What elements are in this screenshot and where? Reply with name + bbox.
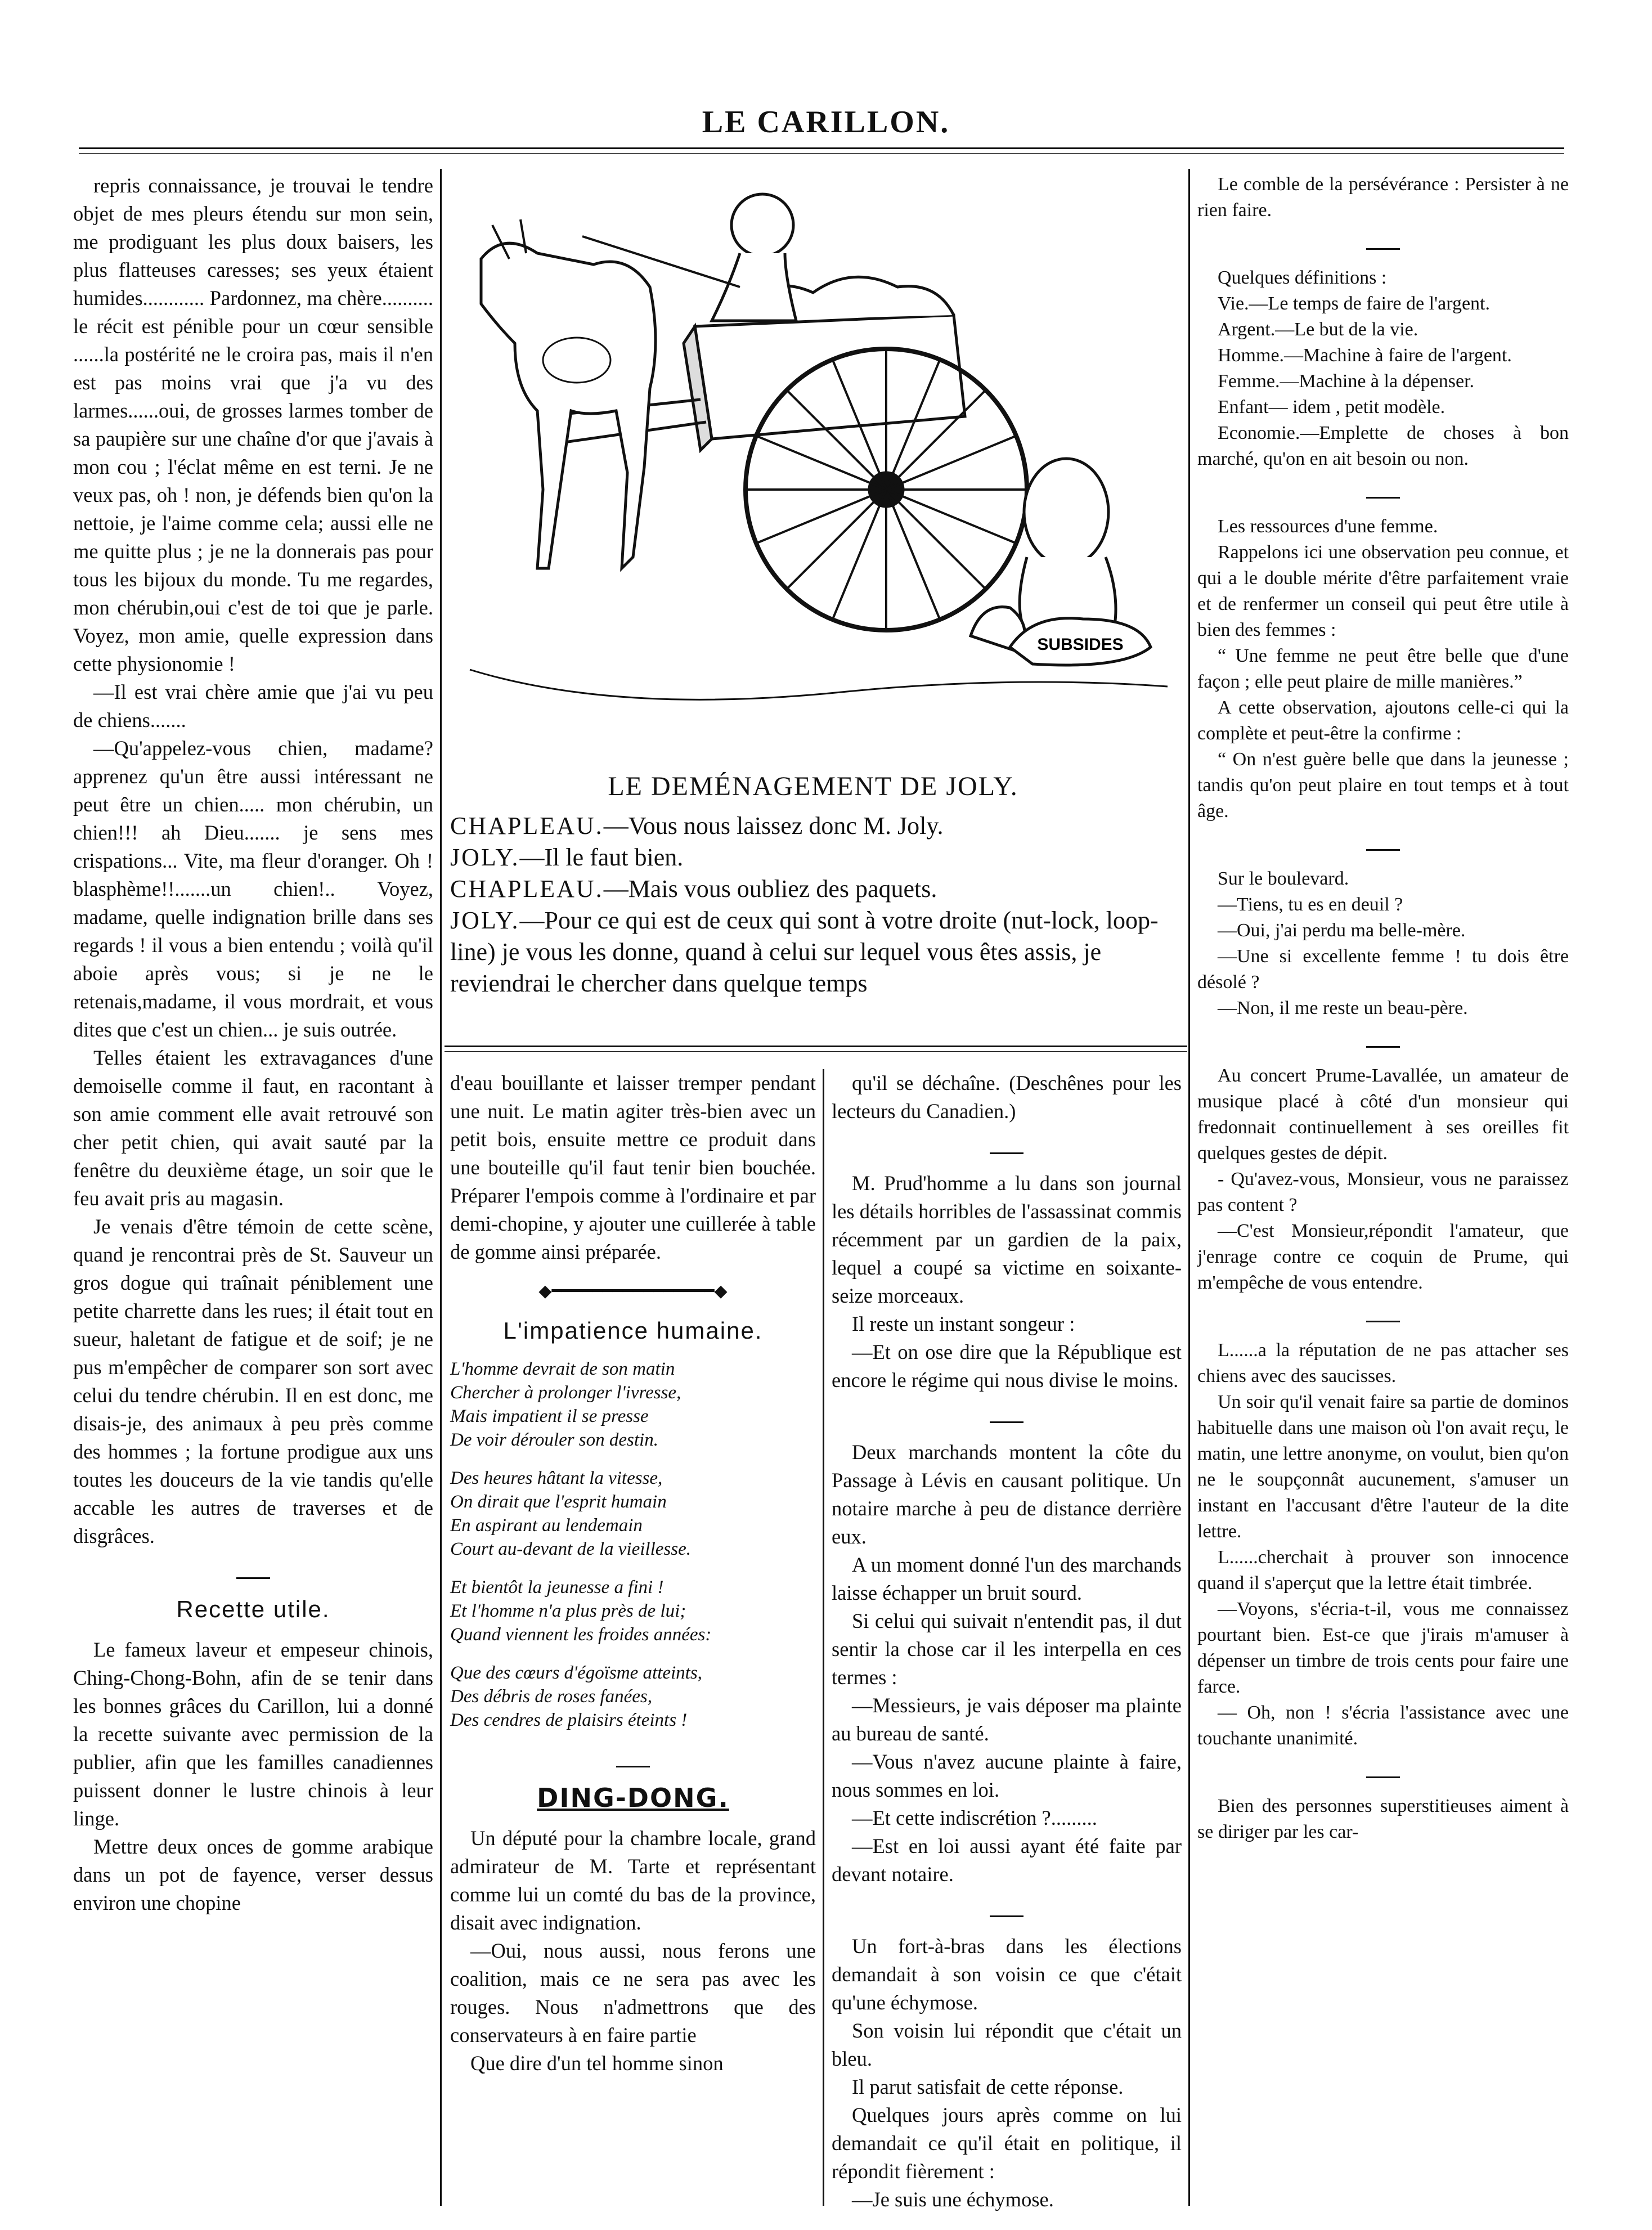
paragraph: —Tiens, tu es en deuil ? bbox=[1218, 894, 1403, 915]
dialogue-line bbox=[450, 810, 1176, 842]
paragraph: Vie.—Le temps de faire de l'argent. bbox=[1218, 293, 1490, 314]
paragraph: Son voisin lui répondit que c'était un bleu. bbox=[832, 2019, 1182, 2070]
column-rule bbox=[1188, 169, 1190, 2206]
poem-line: Mais impatient il se presse bbox=[450, 1406, 649, 1426]
paragraph: Que dire d'un tel homme sinon bbox=[470, 2052, 724, 2075]
divider bbox=[1197, 480, 1569, 506]
poem-line: Des cendres de plaisirs éteints ! bbox=[450, 1710, 688, 1730]
paragraph: Le comble de la persévérance : Persister à ne rien faire. bbox=[1197, 174, 1569, 221]
paragraph: Argent.—Le but de la vie. bbox=[1218, 319, 1418, 340]
paragraph: “ Une femme ne peut être belle que d'une façon ; elle peut plaire de mille manières.” bbox=[1197, 645, 1569, 692]
paragraph: L......cherchait à prouver son innocence quand il s'aperçut que la lettre était timbrée. bbox=[1197, 1547, 1569, 1594]
dialogue-line bbox=[450, 905, 1176, 999]
poem-line: Court au-devant de la vieillesse. bbox=[450, 1539, 691, 1559]
paragraph: —Oui, nous aussi, nous ferons une coalition, mais ce ne sera pas avec les rouges. Nous n'admettrons que des conservateurs à en faire partie bbox=[450, 1939, 816, 2047]
column-1 bbox=[73, 172, 433, 1917]
column-4 bbox=[1197, 172, 1569, 1845]
paragraph: M. Prud'homme a lu dans son journal les détails horribles de l'assassinat commis récemment par un gardien de la paix, lequel a coupé sa victime en soixante-seize morceaux. bbox=[832, 1172, 1182, 1307]
speaker: CHAPLEAU. bbox=[450, 875, 604, 903]
paragraph: Les ressources d'une femme. bbox=[1218, 516, 1438, 537]
paragraph: Rappelons ici une observation peu connue, et qui a le double mérite d'être parfaitement vraie et de renfermer un conseil qui peut être utile à bien des femmes : bbox=[1197, 542, 1569, 640]
stanza bbox=[450, 1466, 816, 1561]
divider bbox=[1197, 1029, 1569, 1055]
dialogue-line bbox=[450, 842, 1176, 873]
ornament-divider: ◆━━━━━━━━━━━━━━━━◆ bbox=[538, 1282, 728, 1300]
stanza bbox=[450, 1661, 816, 1732]
paragraph: A un moment donné l'un des marchands laisse échapper un bruit sourd. bbox=[832, 1553, 1182, 1604]
recette-continued: d'eau bouillante et laisser tremper pendant une nuit. Le matin agiter très-bien avec un petit bois, ensuite mettre ce produit dans une bouteille qu'il faut tenir bien bouchée. Préparer l'empois comme à l'ordinaire et par demi-chopine, y ajouter une cuillerée à table de gomme ainsi préparée. bbox=[450, 1071, 816, 1263]
dialogue-text: —Il le faut bien. bbox=[519, 843, 684, 871]
divider bbox=[73, 1558, 433, 1586]
poem-line: On dirait que l'esprit humain bbox=[450, 1492, 667, 1512]
paragraph: —Oui, j'ai perdu ma belle-mère. bbox=[1218, 920, 1466, 941]
caption-title: LE DEMÉNAGEMENT DE JOLY. bbox=[608, 771, 1018, 801]
poem-line: L'homme devrait de son matin bbox=[450, 1359, 675, 1379]
poem-line: Et l'homme n'a plus près de lui; bbox=[450, 1601, 686, 1621]
speaker: CHAPLEAU. bbox=[450, 812, 604, 840]
poem-line: Et bientôt la jeunesse a fini ! bbox=[450, 1577, 664, 1598]
stanza bbox=[450, 1357, 816, 1452]
paragraph: repris connaissance, je trouvai le tendre objet de mes pleurs étendu sur mon sein, me prodiguant les plus doux baisers, les plus flatteuses caresses; ses yeux étaient humides............ Pardonnez, ma chère.......... le récit est pénible pour un cœur sensible ......la postérité ne le croira pas, mais il n'en est pas moins vrai que j'a vu des larmes......oui, de grosses larmes tomber de sa paupière sur une chaîne d'or que j'avais à mon cou ; l'éclat même en est terni. Je ne veux pas, oh ! non, je défends bien qu'on la nettoie, je l'aime comme cela; aussi elle ne me quitte plus ; je ne la donnerais pas pour tous les bijoux du monde. Tu me regardes, mon chérubin,oui c'est de toi que je parle. Voyez, mon amie, quelle expression dans cette physionomie ! bbox=[73, 174, 433, 675]
cartoon-illustration bbox=[447, 174, 1184, 765]
paragraph: “ On n'est guère belle que dans la jeunesse ; tandis qu'on peut plaire en tout temps et à tout âge. bbox=[1197, 749, 1569, 822]
paragraph: —Messieurs, je vais déposer ma plainte au bureau de santé. bbox=[832, 1694, 1182, 1745]
divider bbox=[450, 1747, 816, 1775]
paragraph: —Qu'appelez-vous chien, madame? apprenez qu'un être aussi intéressant ne peut être un chien..... mon chérubin, un chien!!! ah Dieu....... je sens mes crispations... Vite, ma fleur d'oranger. Oh ! blasphème!!.......un chien!.. Voyez, madame, quelle indignation brille dans ses regards ! il vous a bien entendu ; voilà qu'il aboie après vous; si je ne le retenais,madame, il vous mordrait, et vous dites que c'est un chien... je suis outrée. bbox=[73, 737, 433, 1041]
paragraph: Le fameux laveur et empeseur chinois, Ching-Chong-Bohn, afin de se tenir dans les bonnes grâces du Carillon, lui a donné la recette suivante avec permission de la publier, afin que les familles canadiennes puissent donner le lustre chinois à leur linge. bbox=[73, 1638, 433, 1830]
paragraph: —Vous n'avez aucune plainte à faire, nous sommes en loi. bbox=[832, 1750, 1182, 1801]
column-3 bbox=[832, 1069, 1182, 2214]
paragraph: —Est en loi aussi ayant été faite par devant notaire. bbox=[832, 1834, 1182, 1886]
stanza bbox=[450, 1576, 816, 1646]
poem-title: L'impatience humaine. bbox=[503, 1317, 763, 1344]
paragraph: Telles étaient les extravagances d'une demoiselle comme il faut, en racontant à son amie comment elle avait retrouvé son cher petit chien, qui avait sauté par la fenêtre du deuxième étage, un soir que le feu avait pris au magasin. bbox=[73, 1046, 433, 1210]
paragraph: — Oh, non ! s'écria l'assistance avec une touchante unanimité. bbox=[1197, 1702, 1569, 1749]
paragraph: —Il est vrai chère amie que j'ai vu peu de chiens....... bbox=[73, 680, 433, 732]
dialogue-text: —Mais vous oubliez des paquets. bbox=[603, 875, 937, 903]
dialogue-text: —Vous nous laissez donc M. Joly. bbox=[603, 812, 944, 840]
column-rule bbox=[440, 169, 442, 2206]
paragraph: Quelques jours après comme on lui demandait ce qu'il était en politique, il répondit fièrement : bbox=[832, 2103, 1182, 2183]
ding-dong-title: DING-DONG. bbox=[537, 1783, 729, 1813]
paragraph: Sur le boulevard. bbox=[1218, 868, 1349, 889]
paragraph: Enfant— idem , petit modèle. bbox=[1218, 397, 1446, 418]
recette-title: Recette utile. bbox=[176, 1596, 330, 1622]
poem-line: Quand viennent les froides années: bbox=[450, 1625, 712, 1645]
masthead: LE CARILLON. bbox=[702, 105, 950, 140]
paragraph: Si celui qui suivait n'entendit pas, il dut sentir la chose car il les interpella en ces termes : bbox=[832, 1609, 1182, 1689]
caption-dialogue bbox=[450, 810, 1176, 999]
divider bbox=[832, 1402, 1182, 1430]
paragraph: Un soir qu'il venait faire sa partie de dominos habituelle dans une maison où l'on avait reçu, le matin, une lettre anonyme, on voulut, bien qu'on ne le soupçonnât aucunement, s'amuser un instant en l'accusant d'être l'auteur de la dite lettre. bbox=[1197, 1392, 1569, 1542]
paragraph: L......a la réputation de ne pas attacher ses chiens avec des saucisses. bbox=[1197, 1340, 1569, 1387]
poem-line: De voir dérouler son destin. bbox=[450, 1430, 658, 1450]
paragraph: —Je suis une échymose. bbox=[852, 2188, 1054, 2211]
paragraph: Je venais d'être témoin de cette scène, quand je rencontrai près de St. Sauveur un gros dogue qui traînait péniblement une petite charrette dans les rues; il était tout en sueur, haletant de fatigue et de soif; je ne pus m'empêcher de comparer son sort avec celui du tendre chérubin. Il en est donc, me disais-je, des animaux à peu près comme des hommes ; la fortune prodigue aux uns toutes les douceurs de la vie tandis qu'elle accable les autres de traverses et de disgrâces. bbox=[73, 1215, 433, 1547]
poem bbox=[450, 1357, 816, 1732]
section-rule-thin bbox=[445, 1051, 1187, 1052]
poem-line: Chercher à prolonger l'ivresse, bbox=[450, 1383, 681, 1403]
paragraph: —C'est Monsieur,répondit l'amateur, que j'enrage contre ce coquin de Prume, qui m'empêche de vous entendre. bbox=[1197, 1221, 1569, 1293]
section-rule bbox=[445, 1046, 1187, 1047]
paragraph: Bien des personnes superstitieuses aiment à se diriger par les car- bbox=[1197, 1796, 1569, 1842]
poem-line: En aspirant au lendemain bbox=[450, 1515, 643, 1536]
divider bbox=[1197, 231, 1569, 257]
divider bbox=[832, 1133, 1182, 1161]
divider bbox=[1197, 1760, 1569, 1785]
top-rule bbox=[79, 147, 1564, 149]
poem-line: Des débris de roses fanées, bbox=[450, 1686, 652, 1707]
paragraph: —Voyons, s'écria-t-il, vous me connaissez pourtant bien. Est-ce que j'irais m'amuser à dépenser un timbre de trois cents pour faire une farce. bbox=[1197, 1599, 1569, 1697]
paragraph: Homme.—Machine à faire de l'argent. bbox=[1218, 345, 1512, 366]
dialogue-text: —Pour ce qui est de ceux qui sont à votre droite (nut-lock, loop-line) je vous les donne, quand à celui sur lequel vous êtes assis, je reviendrai le chercher dans quelque temps bbox=[450, 907, 1159, 997]
dialogue-line bbox=[450, 873, 1176, 905]
divider bbox=[1197, 1304, 1569, 1330]
poem-line: Des heures hâtant la vitesse, bbox=[450, 1468, 663, 1488]
speaker: JOLY. bbox=[450, 907, 520, 934]
paragraph: Mettre deux onces de gomme arabique dans un pot de fayence, verser dessus environ une chopine bbox=[73, 1835, 433, 1914]
paragraph: —Et cette indiscrétion ?......... bbox=[852, 1806, 1097, 1829]
paragraph: Il reste un instant songeur : bbox=[852, 1312, 1075, 1335]
paragraph: —Non, il me reste un beau-père. bbox=[1218, 998, 1468, 1018]
top-rule-thin bbox=[79, 153, 1564, 154]
paragraph: Il parut satisfait de cette réponse. bbox=[852, 2075, 1124, 2098]
paragraph: —Une si excellente femme ! tu dois être désolé ? bbox=[1197, 946, 1569, 993]
speaker: JOLY. bbox=[450, 843, 520, 871]
paragraph: - Qu'avez-vous, Monsieur, vous ne paraissez pas content ? bbox=[1197, 1169, 1569, 1215]
subsides-label: SUBSIDES bbox=[1037, 635, 1124, 654]
paragraph: Quelques définitions : bbox=[1218, 267, 1387, 288]
paragraph: Un député pour la chambre locale, grand admirateur de M. Tarte et représentant comme lui un comté du bas de la province, disait avec indignation. bbox=[450, 1827, 816, 1934]
paragraph: Femme.—Machine à la dépenser. bbox=[1218, 371, 1475, 392]
paragraph: Un fort-à-bras dans les élections demandait à son voisin ce que c'était qu'une échymose. bbox=[832, 1935, 1182, 2014]
paragraph: A cette observation, ajoutons celle-ci qui la complète et peut-être la confirme : bbox=[1197, 697, 1569, 744]
column-2 bbox=[450, 1069, 816, 2078]
divider bbox=[832, 1896, 1182, 1924]
divider bbox=[1197, 832, 1569, 858]
paragraph: Economie.—Emplette de choses à bon marché, qu'on en ait besoin ou non. bbox=[1197, 423, 1569, 469]
poem-line: Que des cœurs d'égoïsme atteints, bbox=[450, 1663, 702, 1683]
column-rule bbox=[823, 1069, 824, 2206]
paragraph: Au concert Prume-Lavallée, un amateur de musique placé à côté d'un monsieur qui fredonnait continuellement à ses oreilles fit quelques gestes de dépit. bbox=[1197, 1065, 1569, 1164]
paragraph: —Et on ose dire que la République est encore le régime qui nous divise le moins. bbox=[832, 1340, 1182, 1392]
paragraph: Deux marchands montent la côte du Passage à Lévis en causant politique. Un notaire marche à peu de distance derrière eux. bbox=[832, 1441, 1182, 1548]
paragraph: qu'il se déchaîne. (Deschênes pour les lecteurs du Canadien.) bbox=[832, 1071, 1182, 1123]
